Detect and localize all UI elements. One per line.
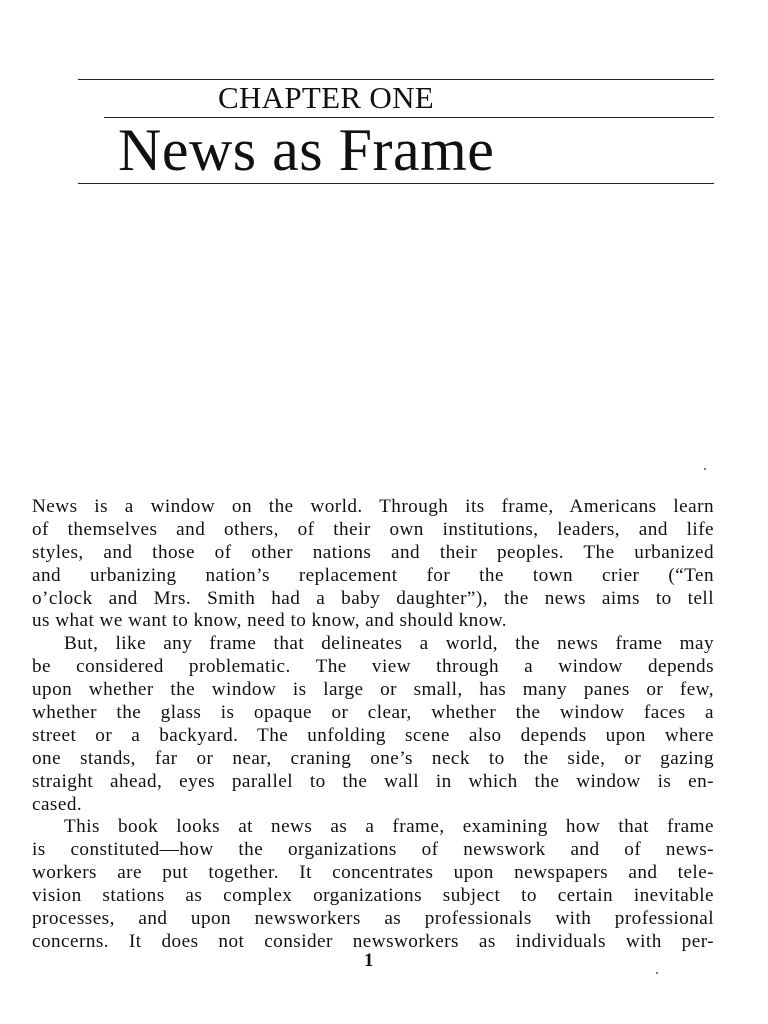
body-line: concerns. It does not consider newsworkers as individuals with per-	[32, 930, 714, 952]
body-line: of themselves and others, of their own institutions, leaders, and life	[32, 518, 714, 540]
body-line: us what we want to know, need to know, and should know.	[32, 610, 508, 632]
body-line: But, like any frame that delineates a world, the news frame may	[64, 633, 714, 655]
chapter-label: CHAPTER ONE	[218, 80, 435, 115]
body-line: o’clock and Mrs. Smith had a baby daughter”), the news aims to tell	[32, 587, 714, 609]
body-line: and urbanizing nation’s replacement for the town crier (“Ten	[32, 564, 714, 586]
body-line: processes, and upon newsworkers as professionals with professional	[32, 908, 714, 930]
body-line: News is a window on the world. Through its frame, Americans learn	[32, 496, 714, 517]
body-line: styles, and those of other nations and their peoples. The urbanized	[32, 541, 714, 563]
header-rule-bottom	[78, 183, 714, 184]
body-line: upon whether the window is large or small, has many panes or few,	[32, 679, 714, 701]
body-line: vision stations as complex organizations subject to certain inevitable	[32, 885, 714, 907]
body-line: whether the glass is opaque or clear, whether the window faces a	[32, 702, 714, 724]
body-line: is constituted—how the organizations of newswork and of news-	[32, 839, 714, 861]
body-text	[32, 496, 714, 954]
body-line: This book looks at news as a frame, examining how that frame	[64, 816, 714, 838]
body-line: cased.	[32, 793, 83, 815]
body-line: workers are put together. It concentrates upon newspapers and tele-	[32, 862, 714, 884]
body-line: be considered problematic. The view through a window depends	[32, 656, 714, 678]
body-line: straight ahead, eyes parallel to the wall in which the window is en-	[32, 770, 714, 792]
page-number: 1	[364, 950, 374, 971]
body-line: one stands, far or near, craning one’s neck to the side, or gazing	[32, 747, 714, 769]
scan-speck	[656, 972, 658, 974]
body-line: street or a backyard. The unfolding scene also depends upon where	[32, 724, 714, 746]
chapter-title: News as Frame	[118, 117, 495, 183]
scan-speck	[704, 468, 706, 470]
